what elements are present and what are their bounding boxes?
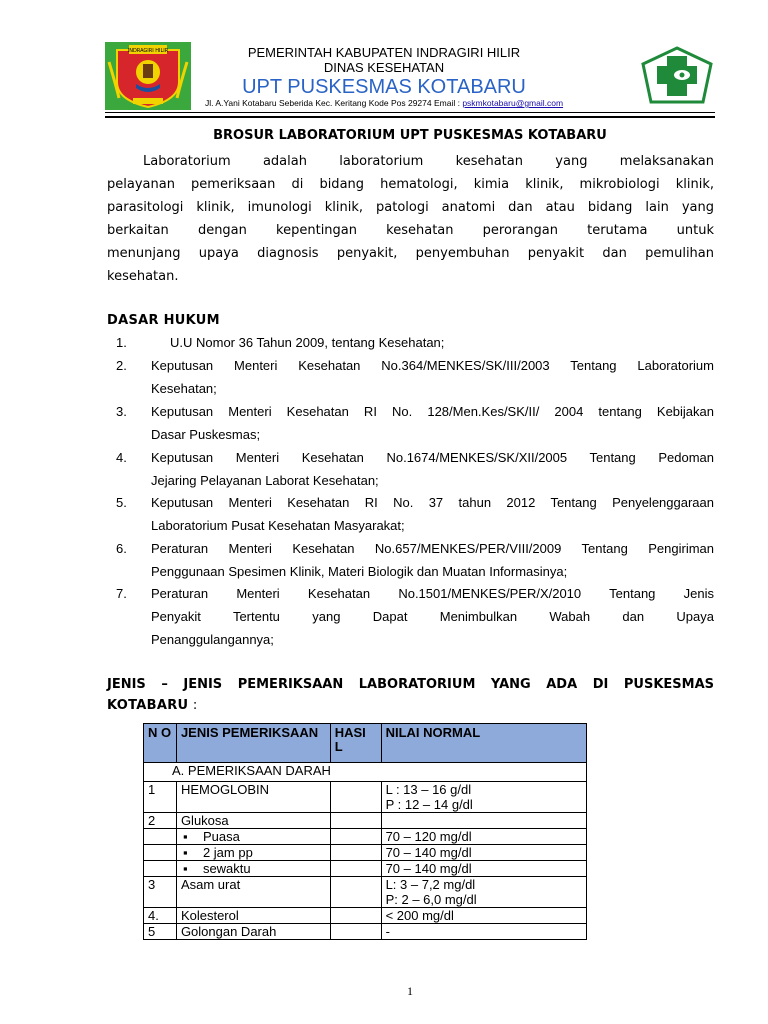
cell-jenis: HEMOGLOBIN — [176, 782, 330, 813]
section-label: A. PEMERIKSAAN DARAH — [144, 763, 587, 782]
list-item-line: Keputusan Menteri Kesehatan RI No. 128/Men.Kes/SK/II/ 2004 tentang Kebijakan — [151, 404, 714, 419]
table-row — [144, 861, 587, 877]
jenis-heading-line2 — [107, 698, 198, 713]
address-text: Jl. A.Yani Kotabaru Seberida Kec. Keritang Kode Pos 29274 Email : — [204, 98, 463, 108]
table-row — [144, 877, 587, 908]
nilai-line: L: 3 – 7,2 mg/dl — [385, 877, 476, 892]
email-link[interactable]: pskmkotabaru@gmail.com — [462, 98, 564, 108]
bullet-icon: ▪ — [182, 829, 188, 844]
nilai-line: P: 2 – 6,0 mg/dl — [385, 892, 477, 907]
cell-no: 4. — [144, 908, 177, 924]
list-item-line: Laboratorium Pusat Kesehatan Masyarakat; — [151, 518, 405, 533]
cell-nilai: < 200 mg/dl — [381, 908, 586, 924]
intro-line: Laboratorium adalah laboratorium kesehatan yang melaksanakan — [143, 154, 714, 169]
table-row — [144, 924, 587, 940]
list-item-line: Keputusan Menteri Kesehatan RI No. 37 tahun 2012 Tentang Penyelenggaraan — [151, 495, 714, 510]
cell-hasil — [330, 861, 381, 877]
cell-hasil — [330, 813, 381, 829]
list-number: 2. — [116, 358, 127, 373]
list-number: 1. — [116, 335, 127, 350]
cell-jenis — [176, 829, 330, 845]
table-row — [144, 782, 587, 813]
page-number: 1 — [407, 984, 413, 998]
list-item-line: Peraturan Menteri Kesehatan No.1501/MENKES/PER/X/2010 Tentang Jenis — [151, 586, 714, 601]
table-header-row — [144, 724, 587, 763]
nilai-line: L : 13 – 16 g/dl — [385, 782, 472, 797]
cell-nilai: 70 – 140 mg/dl — [381, 845, 586, 861]
cell-no: 5 — [144, 924, 177, 940]
cell-jenis: Glukosa — [176, 813, 330, 829]
list-number: 6. — [116, 541, 127, 556]
list-item-line: Peraturan Menteri Kesehatan No.657/MENKES/PER/VIII/2009 Tentang Pengiriman — [151, 541, 714, 556]
list-item-line: Kesehatan; — [151, 381, 217, 396]
cell-nilai: - — [381, 924, 586, 940]
header-rule-thick — [105, 116, 715, 118]
address-line — [0, 98, 768, 108]
cell-no: 2 — [144, 813, 177, 829]
cell-nilai: 70 – 140 mg/dl — [381, 861, 586, 877]
cell-nilai: 70 – 120 mg/dl — [381, 829, 586, 845]
cell-hasil — [330, 845, 381, 861]
lab-exam-table — [143, 723, 587, 940]
government-line: PEMERINTAH KABUPATEN INDRAGIRI HILIR — [247, 45, 521, 60]
table-row — [144, 813, 587, 829]
table-row — [144, 908, 587, 924]
cell-nilai — [381, 877, 586, 908]
intro-line: parasitologi klinik, imunologi klinik, patologi anatomi dan atau bidang lain yang — [107, 200, 714, 215]
intro-line: berkaitan dengan kepentingan kesehatan perorangan terutama untuk — [107, 223, 714, 238]
sub-item-label: 2 jam pp — [202, 845, 253, 860]
jenis-heading-line1: JENIS – JENIS PEMERIKSAAN LABORATORIUM YANG ADA DI PUSKESMAS — [107, 677, 714, 692]
list-item-line: Keputusan Menteri Kesehatan No.1674/MENKES/SK/XII/2005 Tentang Pedoman — [151, 450, 714, 465]
jenis-heading-text: KOTABARU — [107, 698, 189, 713]
list-number: 7. — [116, 586, 127, 601]
cell-no: 3 — [144, 877, 177, 908]
cell-hasil — [330, 908, 381, 924]
header-no: N O — [144, 724, 177, 763]
organization-name: UPT PUSKESMAS KOTABARU — [242, 76, 526, 98]
cell-jenis — [176, 861, 330, 877]
list-number: 3. — [116, 404, 127, 419]
list-item-line: U.U Nomor 36 Tahun 2009, tentang Kesehatan; — [170, 335, 445, 350]
crest-banner-text: INDRAGIRI HILIR — [127, 48, 169, 54]
cell-no — [144, 845, 177, 861]
list-item-line: Penyakit Tertentu yang Dapat Menimbulkan Wabah dan Upaya — [151, 609, 714, 624]
nilai-line: P : 12 – 14 g/dl — [385, 797, 473, 812]
section-row — [144, 763, 587, 782]
document-title: BROSUR LABORATORIUM UPT PUSKESMAS KOTABARU — [213, 128, 607, 143]
sub-item-label: Puasa — [202, 829, 240, 844]
intro-line: kesehatan. — [107, 269, 179, 284]
cell-no: 1 — [144, 782, 177, 813]
cell-nilai — [381, 782, 586, 813]
intro-line: menunjang upaya diagnosis penyakit, penyembuhan penyakit dan pemulihan — [107, 246, 714, 261]
cell-jenis — [176, 845, 330, 861]
cell-no — [144, 861, 177, 877]
cell-hasil — [330, 924, 381, 940]
cell-jenis: Golongan Darah — [176, 924, 330, 940]
sub-item-label: sewaktu — [202, 861, 251, 876]
header-nilai: NILAI NORMAL — [381, 724, 586, 763]
cell-no — [144, 829, 177, 845]
list-item-line: Jejaring Pelayanan Laborat Kesehatan; — [151, 473, 379, 488]
header-jenis: JENIS PEMERIKSAAN — [176, 724, 330, 763]
list-item-line: Penggunaan Spesimen Klinik, Materi Biologik dan Muatan Informasinya; — [151, 564, 568, 579]
table-row — [144, 829, 587, 845]
list-item-line: Keputusan Menteri Kesehatan No.364/MENKES/SK/III/2003 Tentang Laboratorium — [151, 358, 714, 373]
list-item-line: Penanggulangannya; — [151, 632, 274, 647]
list-number: 4. — [116, 450, 127, 465]
table-row — [144, 845, 587, 861]
cell-hasil — [330, 877, 381, 908]
bullet-icon: ▪ — [182, 845, 188, 860]
cell-nilai — [381, 813, 586, 829]
cell-jenis: Asam urat — [176, 877, 330, 908]
jenis-heading-suffix: : — [188, 698, 198, 713]
header-rule-thin — [105, 112, 715, 113]
bullet-icon: ▪ — [182, 861, 188, 876]
cell-hasil — [330, 782, 381, 813]
header-hasil: HASI L — [330, 724, 381, 763]
cell-hasil — [330, 829, 381, 845]
cell-jenis: Kolesterol — [176, 908, 330, 924]
list-number: 5. — [116, 495, 127, 510]
list-item-line: Dasar Puskesmas; — [151, 427, 261, 442]
intro-line: pelayanan pemeriksaan di bidang hematologi, kimia klinik, mikrobiologi klinik, — [107, 177, 714, 192]
dasar-hukum-heading: DASAR HUKUM — [107, 313, 220, 328]
department-line: DINAS KESEHATAN — [323, 60, 445, 75]
